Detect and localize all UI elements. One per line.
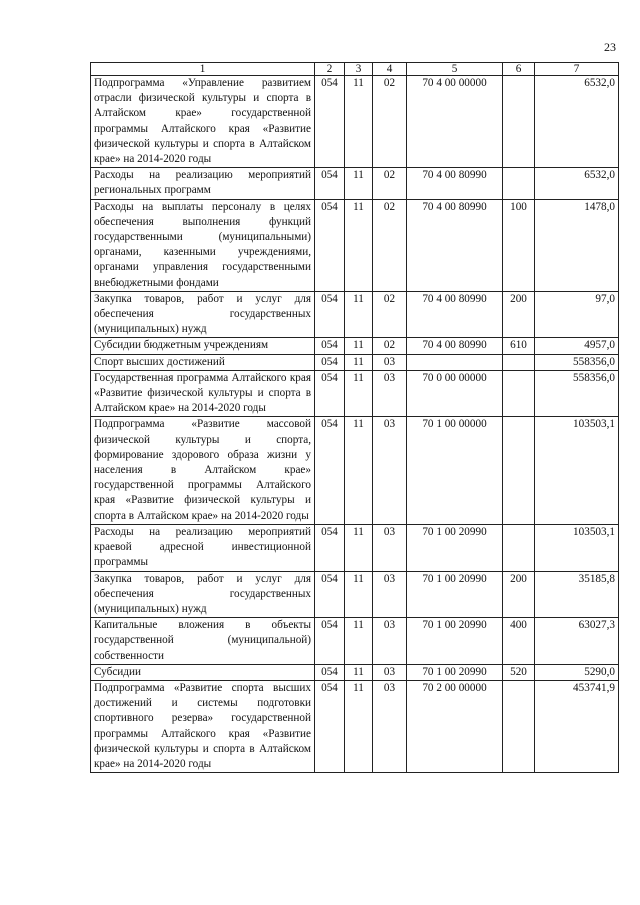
row-subsection-cell: 03 bbox=[373, 354, 407, 370]
row-name-cell: Закупка товаров, работ и услуг для обеспечения государственных (муниципальных) нужд bbox=[91, 291, 315, 338]
row-section-cell: 11 bbox=[345, 370, 373, 417]
row-grbs-cell: 054 bbox=[315, 370, 345, 417]
row-section-cell: 11 bbox=[345, 291, 373, 338]
row-name-cell: Расходы на выплаты персоналу в целях обеспечения выполнения функций государственными (муниципальными) органами, казенными учреждениями, органами управления государственными внебюджетными фондами bbox=[91, 199, 315, 291]
table-row bbox=[91, 168, 619, 199]
row-subsection-cell: 02 bbox=[373, 291, 407, 338]
row-amount-cell: 35185,8 bbox=[535, 571, 619, 618]
row-expense-type-cell bbox=[503, 76, 535, 168]
table-row bbox=[91, 618, 619, 665]
row-amount-cell: 558356,0 bbox=[535, 370, 619, 417]
row-section-cell: 11 bbox=[345, 168, 373, 199]
row-name-cell: Подпрограмма «Развитие спорта высших достижений и системы подготовки спортивного резерва» государственной программы Алтайского края «Развитие физической культуры и спорта в Алтайском крае» на 2014-2020 годы bbox=[91, 680, 315, 772]
row-subsection-cell: 03 bbox=[373, 417, 407, 524]
row-expense-type-cell bbox=[503, 680, 535, 772]
table-row bbox=[91, 338, 619, 354]
row-name-cell: Закупка товаров, работ и услуг для обеспечения государственных (муниципальных) нужд bbox=[91, 571, 315, 618]
row-expense-type-cell: 400 bbox=[503, 618, 535, 665]
row-section-cell: 11 bbox=[345, 417, 373, 524]
row-section-cell: 11 bbox=[345, 338, 373, 354]
row-section-cell: 11 bbox=[345, 76, 373, 168]
row-section-cell: 11 bbox=[345, 354, 373, 370]
row-subsection-cell: 03 bbox=[373, 664, 407, 680]
row-grbs-cell: 054 bbox=[315, 76, 345, 168]
row-expense-type-cell: 610 bbox=[503, 338, 535, 354]
row-target-article-cell bbox=[407, 354, 503, 370]
row-expense-type-cell: 200 bbox=[503, 291, 535, 338]
row-subsection-cell: 02 bbox=[373, 168, 407, 199]
header-col-1: 1 bbox=[91, 63, 315, 76]
row-grbs-cell: 054 bbox=[315, 338, 345, 354]
row-target-article-cell: 70 1 00 20990 bbox=[407, 664, 503, 680]
row-expense-type-cell: 200 bbox=[503, 571, 535, 618]
row-expense-type-cell bbox=[503, 168, 535, 199]
header-col-4: 4 bbox=[373, 63, 407, 76]
row-section-cell: 11 bbox=[345, 618, 373, 665]
row-name-cell: Капитальные вложения в объекты государственной (муниципальной) собственности bbox=[91, 618, 315, 665]
row-name-cell: Субсидии бюджетным учреждениям bbox=[91, 338, 315, 354]
header-col-7: 7 bbox=[535, 63, 619, 76]
row-amount-cell: 63027,3 bbox=[535, 618, 619, 665]
row-amount-cell: 1478,0 bbox=[535, 199, 619, 291]
row-grbs-cell: 054 bbox=[315, 354, 345, 370]
row-expense-type-cell bbox=[503, 524, 535, 571]
header-col-5: 5 bbox=[407, 63, 503, 76]
row-amount-cell: 6532,0 bbox=[535, 168, 619, 199]
row-grbs-cell: 054 bbox=[315, 168, 345, 199]
row-target-article-cell: 70 4 00 80990 bbox=[407, 338, 503, 354]
row-subsection-cell: 03 bbox=[373, 680, 407, 772]
row-expense-type-cell bbox=[503, 354, 535, 370]
table-header-row bbox=[91, 63, 619, 76]
table-row bbox=[91, 664, 619, 680]
row-section-cell: 11 bbox=[345, 664, 373, 680]
row-amount-cell: 5290,0 bbox=[535, 664, 619, 680]
row-name-cell: Расходы на реализацию мероприятий краевой адресной инвестиционной программы bbox=[91, 524, 315, 571]
row-section-cell: 11 bbox=[345, 199, 373, 291]
row-name-cell: Подпрограмма «Развитие массовой физической культуры и спорта, формирование здорового образа жизни у населения в Алтайском крае» государственной программы Алтайского края «Развитие физической культуры и спорта в Алтайском крае» на 2014-2020 годы bbox=[91, 417, 315, 524]
row-expense-type-cell bbox=[503, 370, 535, 417]
row-name-cell: Подпрограмма «Управление развитием отрасли физической культуры и спорта в Алтайском крае» государственной программы Алтайского края «Развитие физической культуры и спорта в Алтайском крае» на 2014-2020 годы bbox=[91, 76, 315, 168]
row-grbs-cell: 054 bbox=[315, 524, 345, 571]
row-expense-type-cell: 100 bbox=[503, 199, 535, 291]
row-target-article-cell: 70 1 00 00000 bbox=[407, 417, 503, 524]
row-target-article-cell: 70 0 00 00000 bbox=[407, 370, 503, 417]
row-amount-cell: 453741,9 bbox=[535, 680, 619, 772]
table-row bbox=[91, 370, 619, 417]
row-subsection-cell: 03 bbox=[373, 571, 407, 618]
table-row bbox=[91, 680, 619, 772]
row-subsection-cell: 02 bbox=[373, 338, 407, 354]
row-name-cell: Субсидии bbox=[91, 664, 315, 680]
table-row bbox=[91, 291, 619, 338]
row-target-article-cell: 70 1 00 20990 bbox=[407, 618, 503, 665]
row-amount-cell: 103503,1 bbox=[535, 417, 619, 524]
budget-table bbox=[90, 62, 619, 773]
row-target-article-cell: 70 1 00 20990 bbox=[407, 571, 503, 618]
row-grbs-cell: 054 bbox=[315, 417, 345, 524]
row-target-article-cell: 70 2 00 00000 bbox=[407, 680, 503, 772]
row-grbs-cell: 054 bbox=[315, 680, 345, 772]
table-row bbox=[91, 354, 619, 370]
row-subsection-cell: 02 bbox=[373, 76, 407, 168]
row-subsection-cell: 03 bbox=[373, 524, 407, 571]
table-row bbox=[91, 524, 619, 571]
row-section-cell: 11 bbox=[345, 571, 373, 618]
row-name-cell: Государственная программа Алтайского края «Развитие физической культуры и спорта в Алтайском крае» на 2014-2020 годы bbox=[91, 370, 315, 417]
table-row bbox=[91, 571, 619, 618]
row-target-article-cell: 70 4 00 80990 bbox=[407, 168, 503, 199]
row-grbs-cell: 054 bbox=[315, 291, 345, 338]
row-name-cell: Спорт высших достижений bbox=[91, 354, 315, 370]
row-amount-cell: 97,0 bbox=[535, 291, 619, 338]
row-amount-cell: 558356,0 bbox=[535, 354, 619, 370]
header-col-2: 2 bbox=[315, 63, 345, 76]
row-subsection-cell: 02 bbox=[373, 199, 407, 291]
table-row bbox=[91, 199, 619, 291]
row-grbs-cell: 054 bbox=[315, 618, 345, 665]
row-section-cell: 11 bbox=[345, 524, 373, 571]
row-section-cell: 11 bbox=[345, 680, 373, 772]
header-col-6: 6 bbox=[503, 63, 535, 76]
table-row bbox=[91, 76, 619, 168]
row-target-article-cell: 70 4 00 00000 bbox=[407, 76, 503, 168]
row-amount-cell: 4957,0 bbox=[535, 338, 619, 354]
row-expense-type-cell: 520 bbox=[503, 664, 535, 680]
row-grbs-cell: 054 bbox=[315, 664, 345, 680]
row-amount-cell: 6532,0 bbox=[535, 76, 619, 168]
row-subsection-cell: 03 bbox=[373, 618, 407, 665]
row-expense-type-cell bbox=[503, 417, 535, 524]
table-row bbox=[91, 417, 619, 524]
row-name-cell: Расходы на реализацию мероприятий региональных программ bbox=[91, 168, 315, 199]
row-target-article-cell: 70 4 00 80990 bbox=[407, 199, 503, 291]
header-col-3: 3 bbox=[345, 63, 373, 76]
row-target-article-cell: 70 4 00 80990 bbox=[407, 291, 503, 338]
row-subsection-cell: 03 bbox=[373, 370, 407, 417]
row-target-article-cell: 70 1 00 20990 bbox=[407, 524, 503, 571]
row-amount-cell: 103503,1 bbox=[535, 524, 619, 571]
row-grbs-cell: 054 bbox=[315, 571, 345, 618]
table-body bbox=[91, 76, 619, 773]
page-number: 23 bbox=[604, 40, 616, 54]
row-grbs-cell: 054 bbox=[315, 199, 345, 291]
